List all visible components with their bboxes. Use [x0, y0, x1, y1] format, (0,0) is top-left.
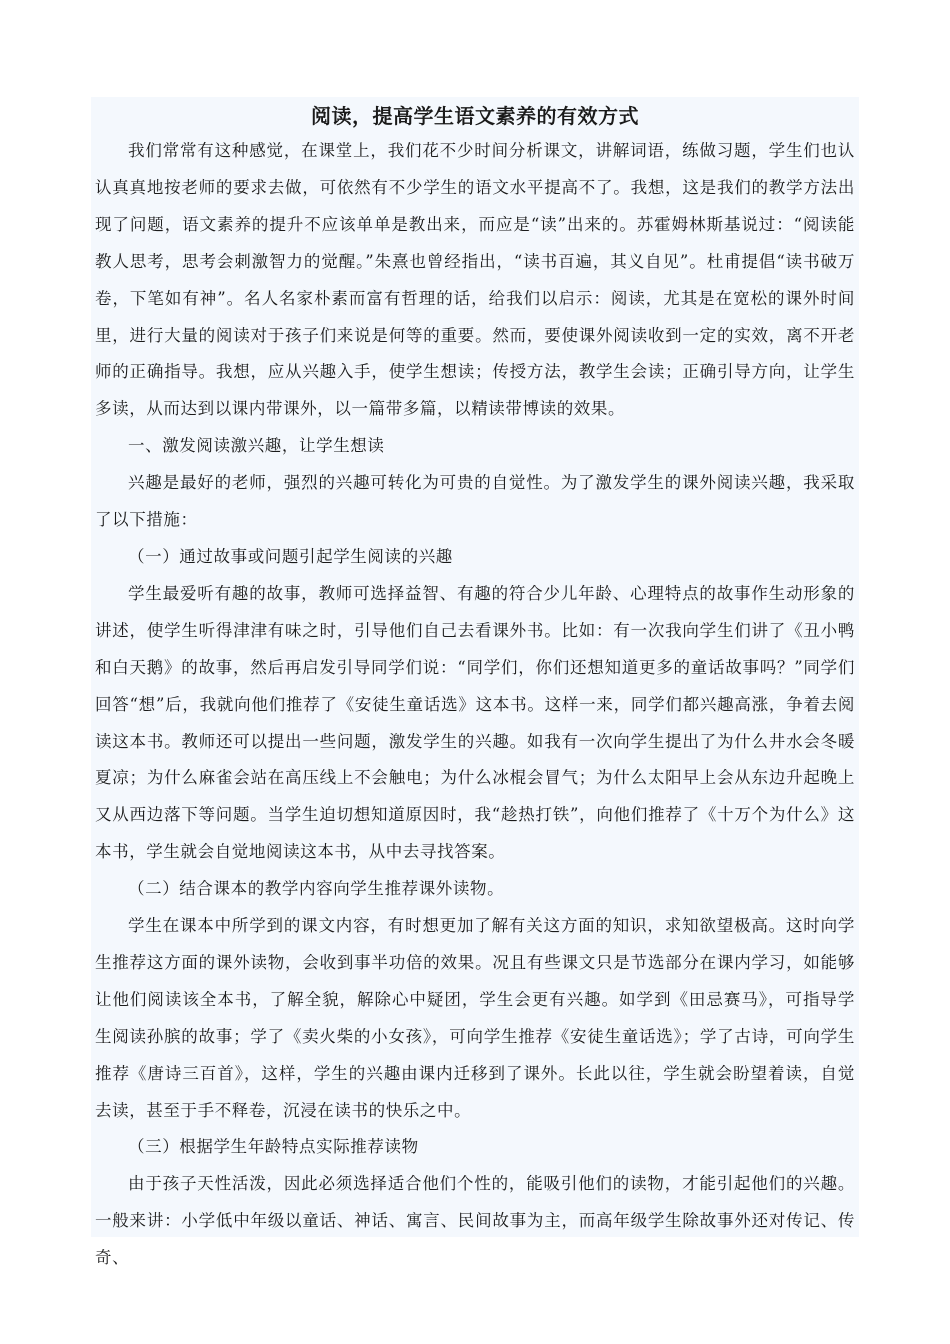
- section-heading: （一）通过故事或问题引起学生阅读的兴趣: [128, 546, 453, 566]
- section-heading: （三）根据学生年龄特点实际推荐读物: [128, 1137, 419, 1157]
- paragraph: 学生最爱听有趣的故事，教师可选择益智、有趣的符合少儿年龄、心理特点的故事作生动形象的讲述，使学生听得津津有味之时，引导他们自己去看课外书。比如：有一次我向学生们讲了《丑小鸭和白天鹅》的故事，然后再启发引导同学们说：“同学们，你们还想知道更多的童话故事吗？”同学们回答“想”后，我就向他们推荐了《安徒生童话选》这本书。这样一来，同学们都兴趣高涨，争着去阅读这本书。教师还可以提出一些问题，激发学生的兴趣。如我有一次向学生提出了为什么井水会冬暖夏凉；为什么麻雀会站在高压线上不会触电；为什么冰棍会冒气；为什么太阳早上会从东边升起晚上又从西边落下等问题。当学生迫切想知道原因时，我“趁热打铁”，向他们推荐了《十万个为什么》这本书，学生就会自觉地阅读这本书，从中去寻找答案。: [95, 583, 855, 862]
- paragraph: 兴趣是最好的老师，强烈的兴趣可转化为可贵的自觉性。为了激发学生的课外阅读兴趣，我采取了以下措施：: [95, 473, 855, 530]
- paragraph: 我们常常有这种感觉，在课堂上，我们花不少时间分析课文，讲解词语，练做习题，学生们也认认真真地按老师的要求去做，可依然有不少学生的语文水平提高不了。我想，这是我们的教学方法出现了问题，语文素养的提升不应该单单是教出来，而应是“读”出来的。苏霍姆林斯基说过：“阅读能教人思考，思考会刺激智力的觉醒。”朱熹也曾经指出，“读书百遍，其义自见”。杜甫提倡“读书破万卷，下笔如有神”。名人名家朴素而富有哲理的话，给我们以启示：阅读，尤其是在宽松的课外时间里，进行大量的阅读对于孩子们来说是何等的重要。然而，要使课外阅读收到一定的实效，离不开老师的正确指导。我想，应从兴趣入手，使学生想读；传授方法，教学生会读；正确引导方向，让学生多读，从而达到以课内带课外，以一篇带多篇，以精读带博读的效果。: [95, 141, 855, 419]
- document-body: [91, 133, 859, 1277]
- section-heading: 一、激发阅读激兴趣，让学生想读: [128, 436, 385, 456]
- document-page: [91, 97, 859, 1268]
- paragraph: 学生在课本中所学到的课文内容，有时想更加了解有关这方面的知识，求知欲望极高。这时向学生推荐这方面的课外读物，会收到事半功倍的效果。况且有些课文只是节选部分在课内学习，如能够让他们阅读该全本书，了解全貌，解除心中疑团，学生会更有兴趣。如学到《田忌赛马》，可指导学生阅读孙膑的故事；学了《卖火柴的小女孩》，可向学生推荐《安徒生童话选》；学了古诗，可向学生推荐《唐诗三百首》，这样，学生的兴趣由课内迁移到了课外。长此以往，学生就会盼望着读，自觉去读，甚至于手不释卷，沉浸在读书的快乐之中。: [95, 916, 855, 1120]
- document-title: 阅读，提高学生语文素养的有效方式: [311, 104, 639, 128]
- paragraph: 由于孩子天性活泼，因此必须选择适合他们个性的，能吸引他们的读物，才能引起他们的兴趣。一般来讲：小学低中年级以童话、神话、寓言、民间故事为主，而高年级学生除故事外还对传记、传奇、: [95, 1174, 855, 1268]
- section-heading: （二）结合课本的教学内容向学生推荐课外读物。: [128, 879, 505, 899]
